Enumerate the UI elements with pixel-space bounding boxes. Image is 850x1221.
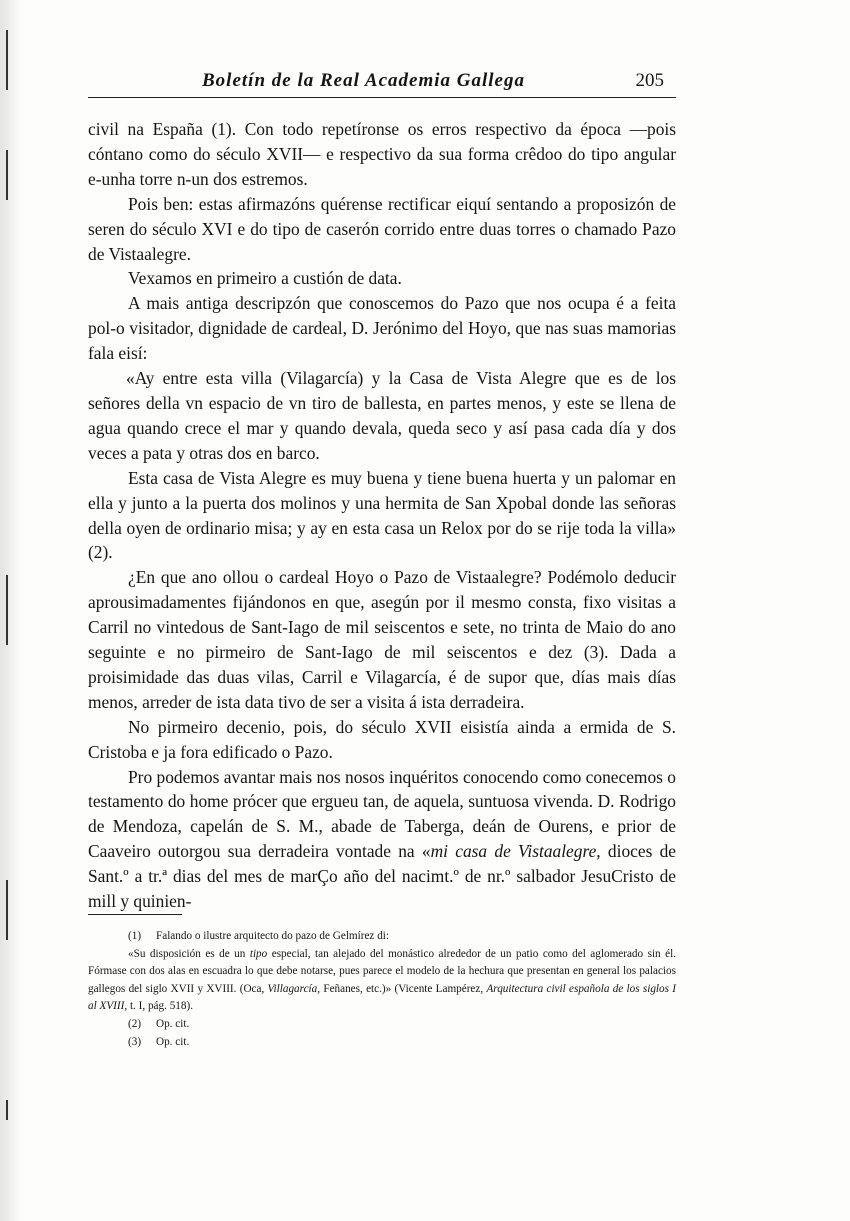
footnote-1-quote — [88, 946, 676, 1016]
italic-run: Villagarcía, — [267, 982, 321, 995]
footnote-text: Falando o ilustre arquitecto do pazo de Gelmírez di: — [156, 930, 389, 942]
paragraph: A mais antiga descripzón que conoscemos do Pazo que nos ocupa é a feita pol-o visitador, dignidade de cardeal, D. Jerónimo del Hoyo, que nas suas mamorias fala eisí: — [88, 293, 676, 364]
footnote-number: (1) — [128, 930, 142, 942]
scan-mark — [6, 880, 8, 940]
scan-mark — [6, 30, 8, 90]
italic-quote: mi casa de Vistaalegre, — [430, 841, 601, 862]
journal-title: Boletín de la Real Academia Gallega — [202, 70, 525, 91]
scan-mark — [6, 1100, 8, 1120]
paragraph: Vexamos en primeiro a custión de data. — [128, 268, 402, 289]
scan-margin-shadow — [0, 0, 22, 1221]
paragraph: civil na España (1). Con todo repetíronse os erros respectivo da época —pois cóntano como do século XVII— e respectivo da sua forma crêdoo do tipo angular e-unha torre n-un dos estremos. — [88, 119, 676, 189]
quotation-paragraph: «Ay entre esta villa (Vilagarcía) y la Casa de Vista Alegre que es de los señores della vn espacio de vn tiro de ballesta, en partes menos, y este se llena de agua quando crece el mar y quando devala, queda seco y así pasa cada día y dos veces a pata y otras dos en barco. — [88, 368, 676, 463]
footnote-2 — [88, 1016, 676, 1034]
text-run: Feñanes, etc.)» (Vicente Lampérez, — [320, 982, 487, 995]
text-run: dioces de Sant.º a tr.ª dias del mes de marÇo año del nacimt.º de nr.º salbador JesuCristo de mill y quinien- — [88, 841, 677, 912]
header-rule — [88, 97, 676, 98]
text-run: «Su disposición es de un — [128, 947, 250, 960]
text-run: Pro podemos avantar mais nos nosos inquéritos conocendo como conecemos o testamento do home prócer que ergueu tan, de aquela, suntuosa vivenda. D. Rodrigo de Mendoza, capelán de S. M., abade de Taberga, deán de Ourens, e prior de Caaveiro outorgou sua derradeira vontade na « — [88, 766, 676, 862]
paragraph — [88, 765, 676, 914]
footnote-rule — [88, 914, 182, 915]
italic-run: tipo — [249, 947, 268, 960]
italic-run: Arquitectura civil española de los siglos I al XVIII, — [88, 982, 676, 1013]
paragraph: ¿En que ano ollou o cardeal Hoyo o Pazo de Vistaalegre? Podémolo deducir aprousimadamentes fijándonos en que, asegún por il mesmo consta, fixo visitas a Carril no vintedous de Sant-Iago de mil seiscentos e sete, no trinta de Maio do ano seguinte e no pirmeiro de Sant-Iago de mil seiscentos e dez (3). Dada a proisimidade das duas vilas, Carril e Vilagarcía, é de supor que, días mais días menos, arreder de ista data tivo de ser a visita á ista derradeira. — [88, 567, 676, 712]
scan-mark — [6, 150, 8, 200]
running-header — [88, 66, 676, 98]
scan-mark — [6, 575, 8, 645]
footnote-1 — [88, 928, 676, 946]
footnote-3 — [88, 1034, 676, 1052]
footnote-number: (3) — [128, 1035, 142, 1048]
main-text — [88, 117, 676, 914]
footnote-text: Op. cit. — [156, 1017, 190, 1030]
footnote-number: (2) — [128, 1017, 142, 1030]
text-run: especial, tan alejado del monástico alrededor de un patio como del aglomerado sin él. Fórmase con dos alas en escuadra lo que debe notarse, pues parece el modelo de la hechura que presentan en general los palacios gallegos del siglo XVII y XVIII. (Oca, — [88, 947, 676, 995]
text-run: t. I, pág. 518). — [127, 1000, 194, 1013]
paragraph: No pirmeiro decenio, pois, do século XVII eisistía ainda a ermida de S. Cristoba e ja fora edificado o Pazo. — [88, 716, 676, 762]
page-number: 205 — [635, 70, 664, 91]
paragraph: Pois ben: estas afirmazóns quérense rectificar eiquí sentando a proposizón de seren do século XVI e do tipo de caserón corrido entre duas torres o chamado Pazo de Vistaalegre. — [88, 193, 676, 264]
footnotes — [88, 928, 676, 1051]
quotation-paragraph: Esta casa de Vista Alegre es muy buena y tiene buena huerta y un palomar en ella y junto a la puerta dos molinos y una hermita de San Xpobal donde las señoras della oyen de ordinario misa; y ay en esta casa un Relox por do se rije toda la villa» (2). — [88, 467, 676, 563]
footnote-text: Op. cit. — [156, 1035, 190, 1048]
